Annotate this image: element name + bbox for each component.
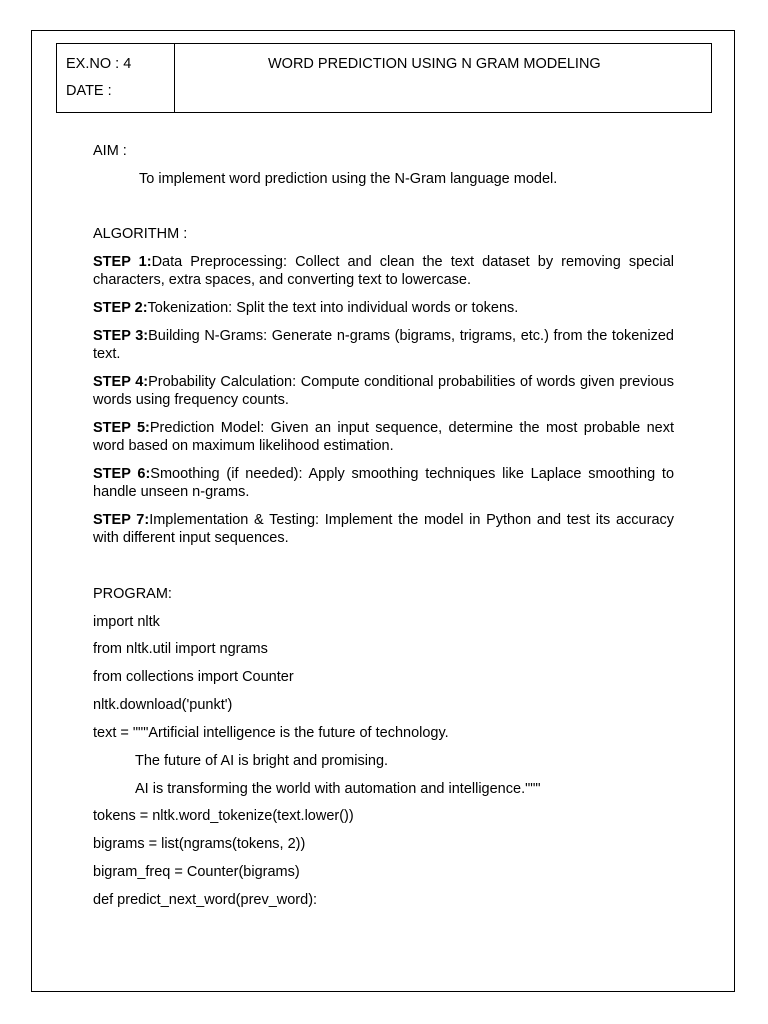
document-title: WORD PREDICTION USING N GRAM MODELING <box>268 56 601 72</box>
step-text: Prediction Model: Given an input sequence, determine the most probable next word based on maximum likelihood estimation. <box>93 420 674 454</box>
algorithm-heading: ALGORITHM : <box>93 226 188 242</box>
code-line: def predict_next_word(prev_word): <box>93 892 318 908</box>
algorithm-step <box>93 465 674 501</box>
code-line: tokens = nltk.word_tokenize(text.lower()) <box>93 808 354 824</box>
step-label: STEP 4: <box>93 374 149 390</box>
date-label: DATE : <box>66 83 112 99</box>
algorithm-step <box>93 253 674 289</box>
code-line: bigram_freq = Counter(bigrams) <box>93 864 300 880</box>
code-line: AI is transforming the world with automation and intelligence.""" <box>135 781 541 797</box>
code-line: nltk.download('punkt') <box>93 697 233 713</box>
code-line: from collections import Counter <box>93 669 294 685</box>
step-label: STEP 1: <box>93 254 152 270</box>
step-label: STEP 3: <box>93 328 149 344</box>
aim-heading: AIM : <box>93 143 127 159</box>
step-label: STEP 7: <box>93 512 150 528</box>
code-line: from nltk.util import ngrams <box>93 641 268 657</box>
program-heading: PROGRAM: <box>93 586 172 602</box>
aim-text: To implement word prediction using the N-Gram language model. <box>139 171 558 187</box>
header-box <box>56 43 712 113</box>
algorithm-step <box>93 373 674 409</box>
step-text: Tokenization: Split the text into individual words or tokens. <box>147 300 519 316</box>
algorithm-step <box>93 299 674 317</box>
algorithm-step <box>93 511 674 547</box>
step-text: Data Preprocessing: Collect and clean the text dataset by removing special characters, extra spaces, and converting text to lowercase. <box>93 254 675 288</box>
code-line: The future of AI is bright and promising. <box>135 753 389 769</box>
code-line: import nltk <box>93 614 160 630</box>
step-text: Building N-Grams: Generate n-grams (bigrams, trigrams, etc.) from the tokenized text. <box>93 328 674 362</box>
step-text: Implementation & Testing: Implement the model in Python and test its accuracy with different input sequences. <box>93 512 675 546</box>
step-text: Probability Calculation: Compute conditional probabilities of words given previous words using frequency counts. <box>93 374 675 408</box>
step-label: STEP 2: <box>93 300 148 316</box>
header-divider <box>174 44 175 112</box>
step-text: Smoothing (if needed): Apply smoothing techniques like Laplace smoothing to handle unseen n-grams. <box>93 466 675 500</box>
exercise-number: EX.NO : 4 <box>66 56 132 72</box>
code-line: text = """Artificial intelligence is the future of technology. <box>93 725 449 741</box>
algorithm-step <box>93 327 674 363</box>
code-line: bigrams = list(ngrams(tokens, 2)) <box>93 836 306 852</box>
step-label: STEP 5: <box>93 420 150 436</box>
algorithm-step <box>93 419 674 455</box>
step-label: STEP 6: <box>93 466 151 482</box>
